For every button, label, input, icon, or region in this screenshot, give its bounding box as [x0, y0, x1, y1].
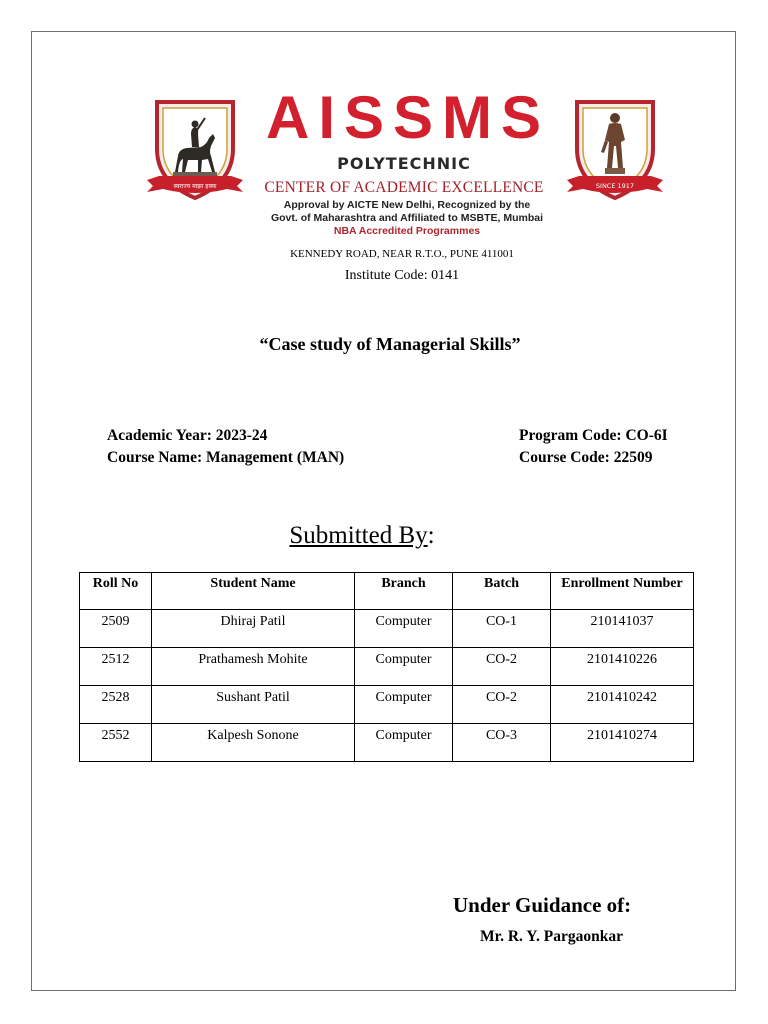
academic-year: Academic Year: 2023-24 [107, 427, 268, 444]
cell-batch: CO-2 [453, 648, 551, 686]
cell-roll-no: 2552 [80, 724, 152, 762]
nba-accreditation: NBA Accredited Programmes [333, 225, 481, 237]
institute-address: KENNEDY ROAD, NEAR R.T.O., PUNE 411001 [290, 248, 514, 260]
institute-brand [258, 84, 551, 197]
program-code: Program Code: CO-6I [519, 427, 668, 444]
cell-branch: Computer [355, 648, 453, 686]
cell-enrollment-number: 2101410242 [551, 686, 694, 724]
submitted-by-colon: : [427, 522, 435, 549]
table-row [80, 648, 694, 686]
course-code: Course Code: 22509 [519, 449, 653, 466]
cell-enrollment-number: 2101410274 [551, 724, 694, 762]
cell-student-name: Prathamesh Mohite [152, 648, 355, 686]
approval-line-2: Govt. of Maharashtra and Affiliated to MSBTE, Mumbai [270, 212, 544, 224]
cell-student-name: Dhiraj Patil [152, 610, 355, 648]
submitted-by-heading [200, 522, 524, 550]
right-crest-logo [565, 94, 665, 204]
approval-line-1: Approval by AICTE New Delhi, Recognized by the [283, 199, 531, 211]
header-student-name: Student Name [152, 573, 355, 610]
guide-name: Mr. R. Y. Pargaonkar [480, 928, 623, 945]
left-crest-motto: स्वराज्य माझा हक्क [173, 183, 217, 190]
course-info-right [519, 425, 668, 469]
cell-branch: Computer [355, 724, 453, 762]
course-name: Course Name: Management (MAN) [107, 449, 345, 466]
cell-batch: CO-3 [453, 724, 551, 762]
header-batch: Batch [453, 573, 551, 610]
right-crest-text: SINCE 1917 [595, 182, 635, 190]
table-row [80, 686, 694, 724]
guidance-label: Under Guidance of: [453, 893, 632, 917]
course-info-left [107, 425, 344, 469]
institute-name-logo: AISSMS [266, 84, 551, 151]
institute-code: Institute Code: 0141 [344, 268, 460, 283]
table-row [80, 724, 694, 762]
cell-enrollment-number: 2101410226 [551, 648, 694, 686]
table-row [80, 610, 694, 648]
cell-roll-no: 2509 [80, 610, 152, 648]
cell-enrollment-number: 210141037 [551, 610, 694, 648]
header-enrollment-number: Enrollment Number [551, 573, 694, 610]
institute-type: POLYTECHNIC [337, 154, 471, 173]
table-header-row [80, 573, 694, 610]
cell-batch: CO-2 [453, 686, 551, 724]
students-table [79, 572, 694, 762]
submitted-by-label: Submitted By [289, 522, 428, 549]
cell-roll-no: 2528 [80, 686, 152, 724]
institute-tagline: CENTER OF ACADEMIC EXCELLENCE [264, 179, 544, 196]
document-title: “Case study of Managerial Skills” [259, 334, 521, 354]
approval-statement [248, 199, 566, 238]
cell-student-name: Kalpesh Sonone [152, 724, 355, 762]
left-crest-logo [145, 94, 245, 204]
cell-batch: CO-1 [453, 610, 551, 648]
header-roll-no: Roll No [80, 573, 152, 610]
cell-student-name: Sushant Patil [152, 686, 355, 724]
cell-branch: Computer [355, 610, 453, 648]
cell-branch: Computer [355, 686, 453, 724]
header-branch: Branch [355, 573, 453, 610]
cell-roll-no: 2512 [80, 648, 152, 686]
